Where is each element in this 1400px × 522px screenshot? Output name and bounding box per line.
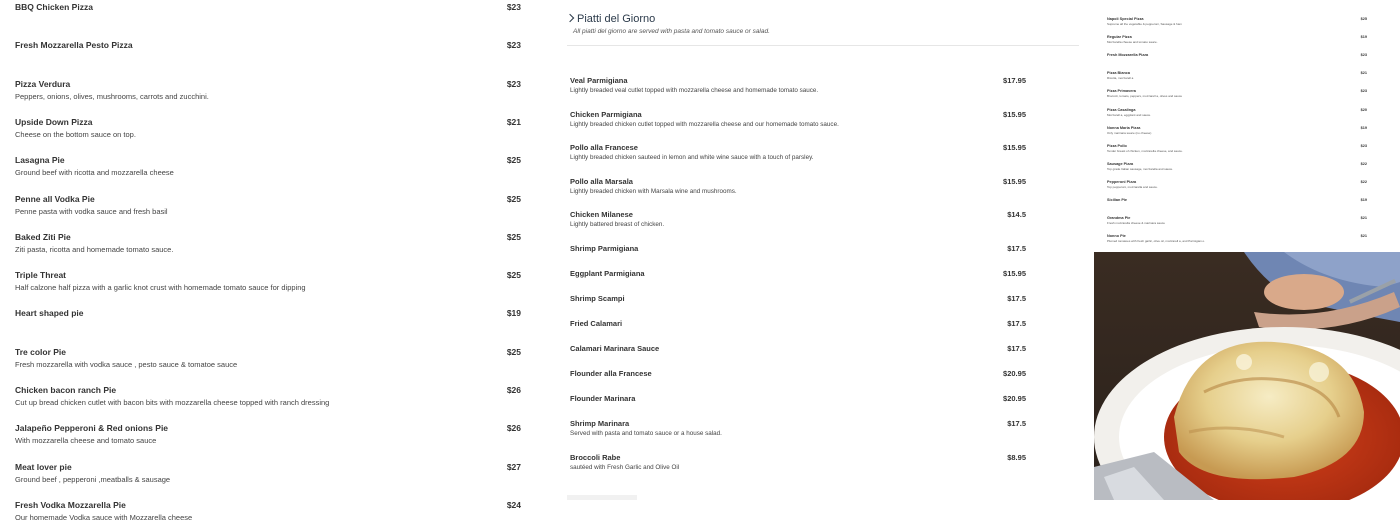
item-description: Tender breast of chicken, mozzarella cheese, and sauce. [1107, 148, 1183, 153]
item-price: $17.5 [1007, 344, 1026, 353]
item-description: Top pepperoni, mozzarella and sauce. [1107, 184, 1158, 189]
item-description: With mozzarella cheese and tomato sauce [15, 436, 157, 446]
item-description: Lightly breaded chicken sauteed in lemon and white wine sauce with a touch of parsley. [570, 154, 814, 161]
item-price: $8.95 [1007, 453, 1026, 462]
item-description: Lightly breaded chicken with Marsala wine and mushrooms. [570, 188, 737, 195]
item-price: $23 [1360, 89, 1367, 94]
item-description: Lightly breaded chicken cutlet topped with mozzarella cheese and our homemade tomato sauce. [570, 121, 839, 128]
item-name: Eggplant Parmigiana [570, 269, 645, 278]
item-price: $22 [1360, 179, 1367, 184]
item-price: $19 [1360, 125, 1367, 130]
item-name: Shrimp Marinara [570, 419, 630, 428]
item-price: $23 [1360, 53, 1367, 58]
item-description: Our homemade Vodka sauce with Mozzarella cheese [15, 512, 193, 522]
item-price: $25 [506, 270, 521, 281]
menu-column-middle [555, 0, 1080, 500]
item-name: Shrimp Scampi [570, 294, 625, 303]
item-name: Fresh Mozzarella Pizza [1107, 53, 1149, 58]
item-name: Penne all Vodka Pie [15, 193, 95, 204]
item-name: Lasagna Pie [15, 155, 65, 166]
item-description: Fresh mozzarella with vodka sauce , pesto sauce & tomatoe sauce [15, 359, 238, 369]
item-description: Ziti pasta, ricotta and homemade tomato sauce. [15, 244, 174, 254]
item-name: Sausage Pizza [1107, 161, 1134, 166]
item-price: $21 [506, 116, 521, 127]
item-price: $20.95 [1003, 369, 1026, 378]
item-name: Flounder Marinara [570, 394, 636, 403]
item-name: Fried Calamari [570, 319, 623, 328]
item-price: $20.95 [1003, 394, 1026, 403]
item-price: $17.5 [1007, 244, 1026, 253]
item-name: Pollo alla Marsala [570, 177, 633, 186]
item-price: $22 [1360, 161, 1367, 166]
item-name: Jalapeño Pepperoni & Red onions Pie [15, 423, 169, 434]
item-description: Broccoli, tomato, peppers, mozzarell a, olives and sauce [1107, 94, 1183, 99]
item-price: $26 [506, 423, 521, 434]
item-name: Baked Ziti Pie [15, 231, 71, 242]
item-price: $15.95 [1003, 269, 1026, 278]
item-name: Nonno Pie [1107, 234, 1126, 239]
item-description: Cheese on the bottom sauce on top. [15, 129, 136, 139]
item-price: $15.95 [1003, 110, 1026, 119]
item-name: Upside Down Pizza [15, 116, 93, 127]
item-price: $21 [1360, 71, 1367, 76]
item-price: $17.5 [1007, 319, 1026, 328]
menu-thumbnail [1094, 0, 1400, 252]
item-description: Lightly breaded veal cutlet topped with mozzarella cheese and homemade tomato sauce. [570, 87, 819, 94]
item-name: Sicilian Pie [1107, 198, 1128, 202]
item-price: $26 [506, 385, 521, 395]
item-price: $24 [506, 499, 521, 510]
food-photo [1094, 252, 1400, 500]
item-description: Ground beef , pepperoni ,meatballs & sausage [15, 474, 171, 484]
item-name: Fresh Vodka Mozzarella Pie [15, 499, 126, 510]
item-price: $23 [506, 2, 521, 12]
item-description: Mozzarella cheese and tomato sauce. [1107, 40, 1158, 45]
item-description: Lightly battered breast of chicken. [570, 221, 665, 228]
item-price: $25 [506, 193, 521, 204]
item-name: Shrimp Parmigiana [570, 244, 639, 253]
item-description: Fresh mozzarella cheese & marinara sauce [1107, 221, 1165, 226]
item-name: Heart shaped pie [15, 308, 84, 319]
section-divider [567, 45, 1079, 46]
item-description: Served with pasta and tomato sauce or a house salad. [570, 430, 722, 437]
lasagna-photo-icon [1094, 252, 1400, 500]
item-price: $25 [506, 155, 521, 166]
item-description: Supreme all the vegetable & pepperoni, Sausage & ham [1107, 22, 1182, 26]
item-description: Cut up bread chicken cutlet with bacon bits with mozzarella cheese topped with ranch dressing [15, 398, 330, 407]
item-description: Ground beef with ricotta and mozzarella cheese [15, 168, 174, 178]
item-name: Chicken Milanese [570, 210, 633, 219]
chevron-right-icon [566, 14, 574, 22]
item-description: Half calzone half pizza with a garlic knot crust with homemade tomato sauce for dipping [15, 283, 306, 293]
item-name: Pizza Verdura [15, 78, 71, 89]
item-price: $17.95 [1003, 76, 1026, 85]
item-name: Triple Threat [15, 270, 67, 281]
item-price: $17.5 [1007, 294, 1026, 303]
item-price: $23 [1360, 143, 1367, 148]
item-price: $14.5 [1007, 210, 1026, 219]
item-price: $25 [506, 346, 521, 357]
item-name: Veal Parmigiana [570, 76, 628, 85]
section-title-piatti-del-giorno[interactable] [567, 13, 655, 25]
item-name: Napoli Special Pizza [1107, 17, 1144, 21]
item-price: $15.95 [1003, 143, 1026, 152]
item-description: Top grade Italian sausage, mozzarella and sauce. [1107, 166, 1174, 171]
next-section-stub [567, 495, 637, 500]
item-price: $20 [1360, 107, 1367, 112]
item-price: $23 [506, 40, 521, 51]
item-name: Fresh Mozzarella Pesto Pizza [15, 40, 133, 51]
item-description: Mozzarell a, eggplant and sauce. [1107, 112, 1152, 117]
item-price: $25 [1360, 17, 1367, 21]
item-name: Meat lover pie [15, 461, 72, 472]
item-name: Pizza Pollo [1107, 143, 1127, 148]
item-name: BBQ Chicken Pizza [15, 2, 93, 12]
item-description: sautéed with Fresh Garlic and Olive Oil [570, 464, 680, 471]
item-name: Grandma Pie [1107, 216, 1131, 221]
item-price: $21 [1360, 234, 1367, 239]
item-description: Penne pasta with vodka sauce and fresh basil [15, 206, 168, 216]
section-title-text: Piatti del Giorno [577, 13, 656, 25]
item-name: Tre color Pie [15, 346, 67, 357]
item-price: $15.95 [1003, 177, 1026, 186]
item-name: Chicken Parmigiana [570, 110, 642, 119]
item-name: Calamari Marinara Sauce [570, 344, 660, 353]
item-price: $17.5 [1007, 419, 1026, 428]
item-description: Plumed tomatoes with fresh garlic, olive oil, mozzarell a, and Parmigian o. [1107, 239, 1206, 244]
item-price: $27 [506, 461, 521, 472]
menu-column-left [0, 0, 540, 522]
item-name: Flounder alla Francese [570, 369, 652, 378]
item-description: Peppers, onions, olives, mushrooms, carrots and zucchini. [15, 91, 209, 101]
item-price: $19 [1360, 198, 1367, 202]
item-name: Pizza Bianca [1107, 71, 1131, 76]
item-price: $25 [506, 231, 521, 242]
item-name: Pizza Primavera [1107, 89, 1136, 94]
item-name: Regular Pizza [1107, 35, 1132, 40]
section-note: All piatti del giorno are served with pasta and tomato sauce or salad. [573, 28, 770, 35]
item-description: Ricotta, mozzarell a [1107, 76, 1134, 81]
item-description: Only marinara sauce (no cheese) [1107, 130, 1152, 135]
item-name: Pizza Casalinga [1107, 107, 1136, 112]
item-name: Chicken bacon ranch Pie [15, 385, 117, 395]
item-name: Broccoli Rabe [570, 453, 621, 462]
item-price: $23 [506, 78, 521, 89]
item-price: $19 [506, 308, 521, 319]
item-price: $21 [1360, 216, 1367, 221]
item-name: Pepperoni Pizza [1107, 179, 1137, 184]
item-name: Pollo alla Francese [570, 143, 638, 152]
item-price: $19 [1360, 35, 1367, 40]
item-name: Nonna Maria Pizza [1107, 125, 1141, 130]
